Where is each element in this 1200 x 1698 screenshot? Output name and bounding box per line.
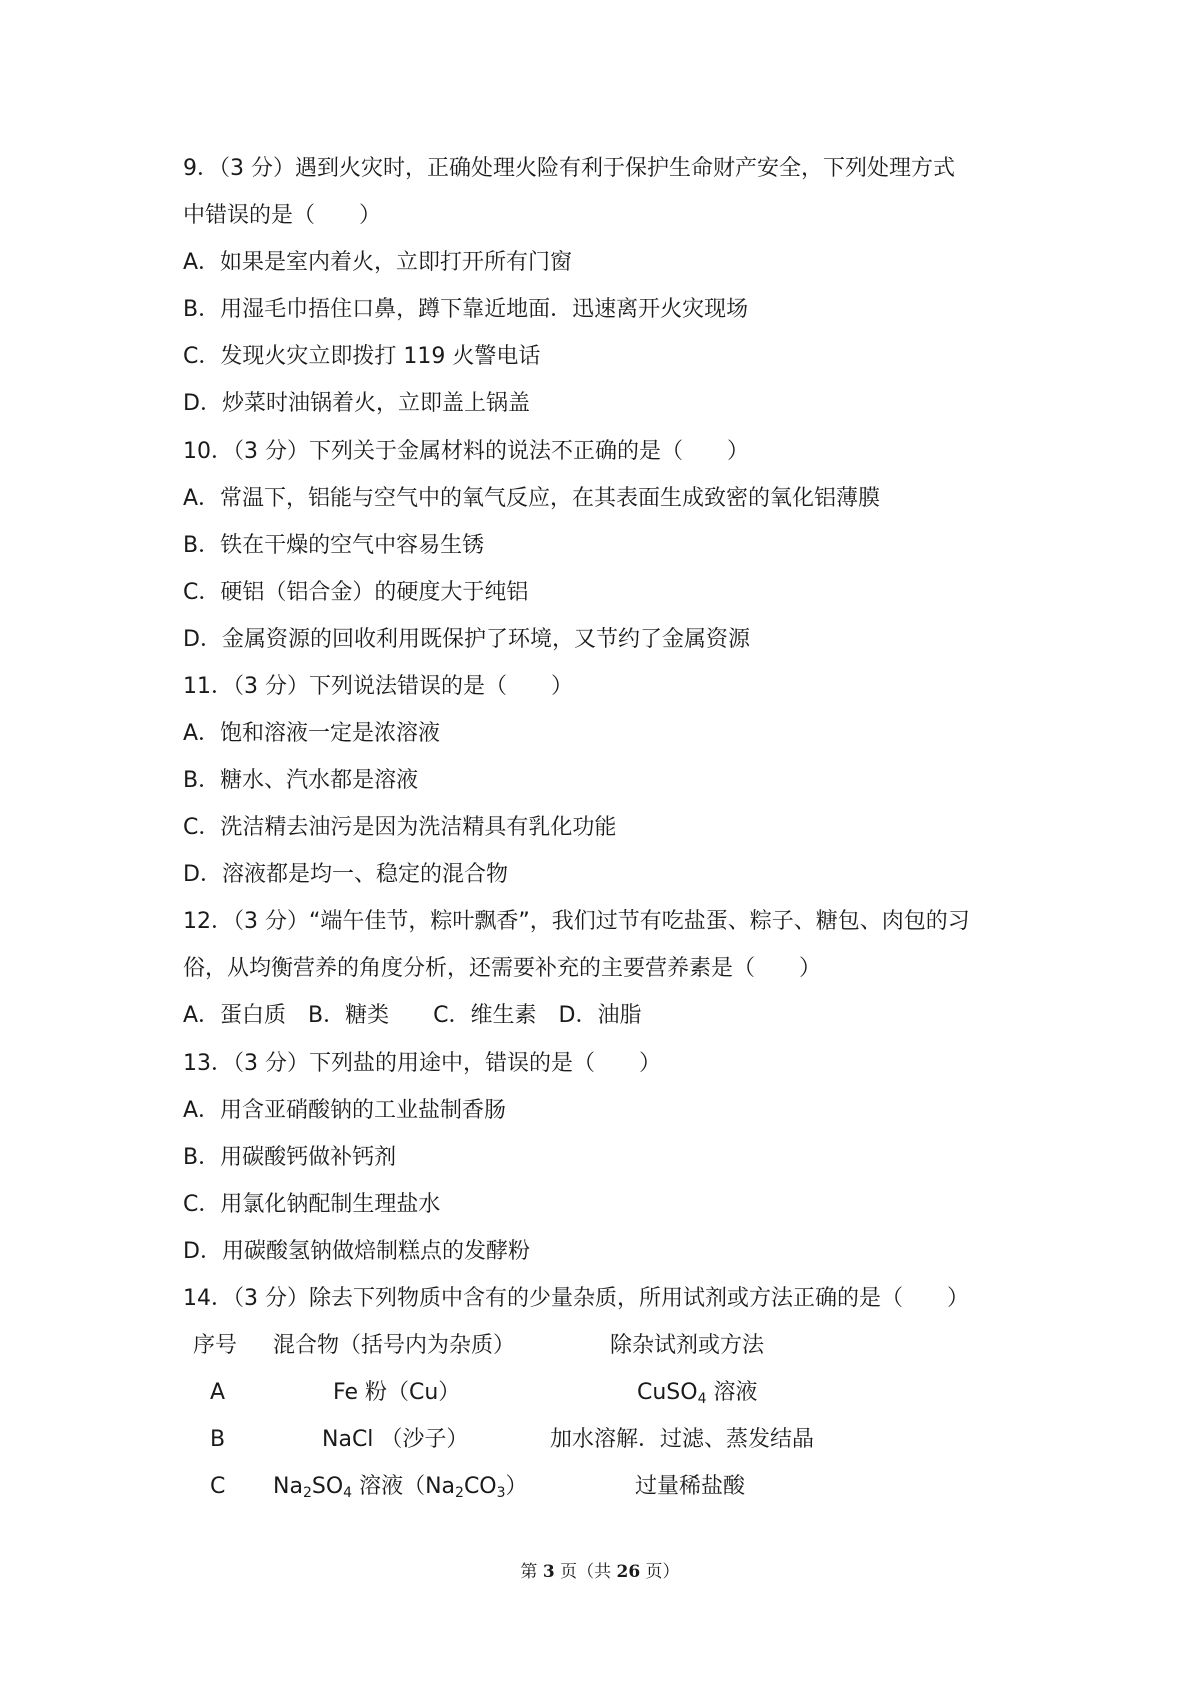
question-12-stem-line-1: 12．（3 分）“端午佳节，粽叶飘香”，我们过节有吃盐蛋、粽子、糖包、肉包的习 — [183, 909, 970, 934]
formula-text: CuSO — [637, 1380, 698, 1405]
question-10-option-b: B．铁在干燥的空气中容易生锈 — [183, 533, 485, 558]
question-11-option-b: B．糖水、汽水都是溶液 — [183, 768, 419, 793]
table-header-mixture: 混合物（括号内为杂质） — [273, 1333, 516, 1358]
formula-text: 过量稀盐酸 — [635, 1474, 746, 1499]
formula-text: 加水溶解．过滤、蒸发结晶 — [550, 1427, 815, 1452]
question-13-option-c: C．用氯化钠配制生理盐水 — [183, 1192, 441, 1217]
table-row-c-id: C — [210, 1474, 226, 1499]
question-13-stem: 13．（3 分）下列盐的用途中，错误的是（ ） — [183, 1051, 661, 1076]
table-row-c-method — [635, 1472, 745, 1502]
footer-page-number: 3 — [542, 1562, 555, 1582]
formula-text: Fe 粉（Cu） — [333, 1380, 461, 1405]
question-11-option-a: A．饱和溶液一定是浓溶液 — [183, 721, 441, 746]
question-10-option-a: A．常温下，铝能与空气中的氧气反应，在其表面生成致密的氧化铝薄膜 — [183, 486, 881, 511]
formula-text: ） — [505, 1474, 528, 1499]
question-11-option-c: C．洗洁精去油污是因为洗洁精具有乳化功能 — [183, 815, 617, 840]
table-row-a-mixture — [333, 1378, 460, 1408]
question-9-option-a: A．如果是室内着火，立即打开所有门窗 — [183, 250, 573, 275]
table-row-b-id: B — [210, 1427, 226, 1452]
footer-suffix: 页） — [640, 1562, 680, 1582]
question-14-stem: 14．（3 分）除去下列物质中含有的少量杂质，所用试剂或方法正确的是（ ） — [183, 1286, 969, 1311]
formula-text: 溶液 — [706, 1380, 758, 1405]
table-header-id: 序号 — [193, 1333, 238, 1358]
question-13-option-d: D．用碳酸氢钠做焙制糕点的发酵粉 — [183, 1239, 530, 1264]
table-header-method: 除杂试剂或方法 — [610, 1333, 765, 1358]
question-9-option-c: C．发现火灾立即拨打 119 火警电话 — [183, 344, 541, 369]
question-11-option-d: D．溶液都是均一、稳定的混合物 — [183, 862, 508, 887]
question-10-option-c: C．硬铝（铝合金）的硬度大于纯铝 — [183, 580, 529, 605]
question-13-option-a: A．用含亚硝酸钠的工业盐制香肠 — [183, 1098, 507, 1123]
question-10-stem: 10．（3 分）下列关于金属材料的说法不正确的是（ ） — [183, 439, 749, 464]
question-10-option-d: D．金属资源的回收利用既保护了环境，又节约了金属资源 — [183, 627, 750, 652]
question-9-stem-line-1: 9．（3 分）遇到火灾时，正确处理火险有利于保护生命财产安全，下列处理方式 — [183, 156, 955, 181]
table-row-a-id: A — [210, 1380, 226, 1405]
formula-text: Na — [273, 1474, 303, 1499]
question-13-option-b: B．用碳酸钙做补钙剂 — [183, 1145, 397, 1170]
table-row-a-method — [637, 1378, 758, 1408]
formula-text: SO — [311, 1474, 344, 1499]
formula-subscript: 3 — [496, 1485, 506, 1501]
formula-subscript: 4 — [697, 1391, 707, 1407]
question-12-options: A．蛋白质 B．糖类 C．维生素 D．油脂 — [183, 1003, 642, 1028]
question-11-stem: 11．（3 分）下列说法错误的是（ ） — [183, 674, 573, 699]
formula-text: CO — [463, 1474, 497, 1499]
table-row-b-method — [550, 1425, 814, 1455]
table-row-b-mixture — [322, 1425, 468, 1455]
question-9-option-d: D．炒菜时油锅着火，立即盖上锅盖 — [183, 391, 530, 416]
footer-middle: 页（共 — [554, 1562, 617, 1582]
page-footer — [0, 1560, 1200, 1584]
question-9-option-b: B．用湿毛巾捂住口鼻，蹲下靠近地面．迅速离开火灾现场 — [183, 297, 749, 322]
footer-total-pages: 26 — [616, 1562, 641, 1582]
table-row-c-mixture — [273, 1472, 528, 1502]
formula-text: NaCl （沙子） — [322, 1427, 469, 1452]
footer-prefix: 第 — [520, 1562, 543, 1582]
question-12-stem-line-2: 俗，从均衡营养的角度分析，还需要补充的主要营养素是（ ） — [183, 956, 822, 981]
formula-text: 溶液（Na — [352, 1474, 456, 1499]
formula-subscript: 2 — [455, 1485, 464, 1501]
formula-subscript: 4 — [343, 1485, 353, 1501]
formula-subscript: 2 — [302, 1485, 312, 1501]
question-9-stem-line-2: 中错误的是（ ） — [183, 203, 382, 228]
